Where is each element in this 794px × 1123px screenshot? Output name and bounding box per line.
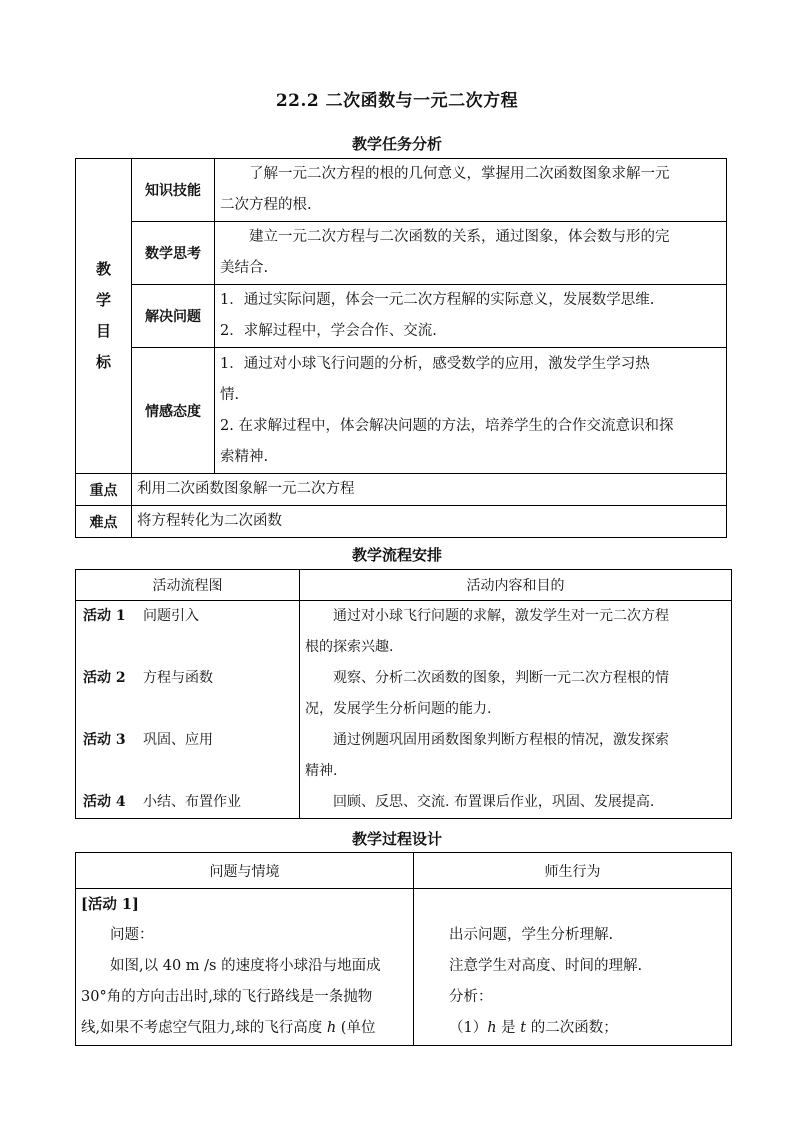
flow-activity-1: 活动 1 问题引入 [83,608,199,624]
action-line-4: （1）h 是 t 的二次函数； [449,1020,618,1036]
goal-text-knowledge: 了解一元二次方程的根的几何意义，掌握用二次函数图象求解一元 二次方程的根. [215,159,727,222]
task-analysis-table [75,158,727,538]
question-line-3: 线,如果不考虑空气阻力,球的飞行高度 h (单位 [81,1020,376,1036]
flow-activity-4: 活动 4 小结、布置作业 [83,794,241,810]
flow-activity-list [76,601,300,819]
flow-heading: 教学流程安排 [351,546,442,564]
flow-header-content: 活动内容和目的 [300,570,732,601]
goal-label-attitude: 情感态度 [132,348,215,474]
flow-table [75,569,732,819]
process-table [75,852,732,1046]
flow-activity-2: 活动 2 方程与函数 [83,670,213,686]
question-line-1: 如图,以 40 m /s 的速度将小球沿与地面成 [110,958,381,974]
flow-header-chart: 活动流程图 [76,570,300,601]
task-analysis-heading: 教学任务分析 [351,135,442,153]
process-header-actions: 师生行为 [414,853,732,889]
process-actions-cell [414,889,732,1046]
goal-label-knowledge: 知识技能 [132,159,215,222]
goal-label-problem-solving: 解决问题 [132,285,215,348]
flow-content-3: 通过例题巩固用函数图象判断方程根的情况，激发探索 精神. [305,732,669,779]
process-header-situation: 问题与情境 [76,853,414,889]
difficulty-text: 将方程转化为二次函数 [132,506,727,538]
flow-content-list [300,601,732,819]
action-line-3: 分析： [449,989,493,1005]
goal-text-problem-solving: 1．通过实际问题，体会一元二次方程解的实际意义，发展数学思维. 2．求解过程中，学会合作、交流. [215,285,727,348]
flow-content-1: 通过对小球飞行问题的求解，激发学生对一元二次方程 根的探索兴趣. [305,608,669,655]
action-line-2: 注意学生对高度、时间的理解. [449,958,643,974]
goal-text-attitude: 1．通过对小球飞行问题的分析，感受数学的应用，激发学生学习热 情. 2. 在求解过程中，体会解决问题的方法，培养学生的合作交流意识和探 索精神. [215,348,727,474]
flow-content-4: 回顾、反思、交流. 布置课后作业，巩固、发展提高. [333,794,655,810]
question-line-2: 30°角的方向击出时,球的飞行路线是一条抛物 [81,989,373,1005]
process-situation-cell [76,889,414,1046]
flow-content-2: 观察、分析二次函数的图象，判断一元二次方程根的情 况，发展学生分析问题的能力. [305,670,669,717]
document-title: 22.2 二次函数与一元二次方程 [275,91,519,111]
process-heading: 教学过程设计 [351,830,442,848]
activity-1-tag: [活动 1] [81,896,139,913]
question-label: 问题： [110,927,154,943]
action-line-1: 出示问题，学生分析理解. [449,927,614,943]
difficulty-label: 难点 [76,506,132,538]
goal-text-thinking: 建立一元二次方程与二次函数的关系，通过图象，体会数与形的完 美结合. [215,222,727,285]
teaching-goal-label: 教 学 目 标 [76,159,132,474]
flow-activity-3: 活动 3 巩固、应用 [83,732,213,748]
key-point-text: 利用二次函数图象解一元二次方程 [132,474,727,506]
key-point-label: 重点 [76,474,132,506]
goal-label-thinking: 数学思考 [132,222,215,285]
